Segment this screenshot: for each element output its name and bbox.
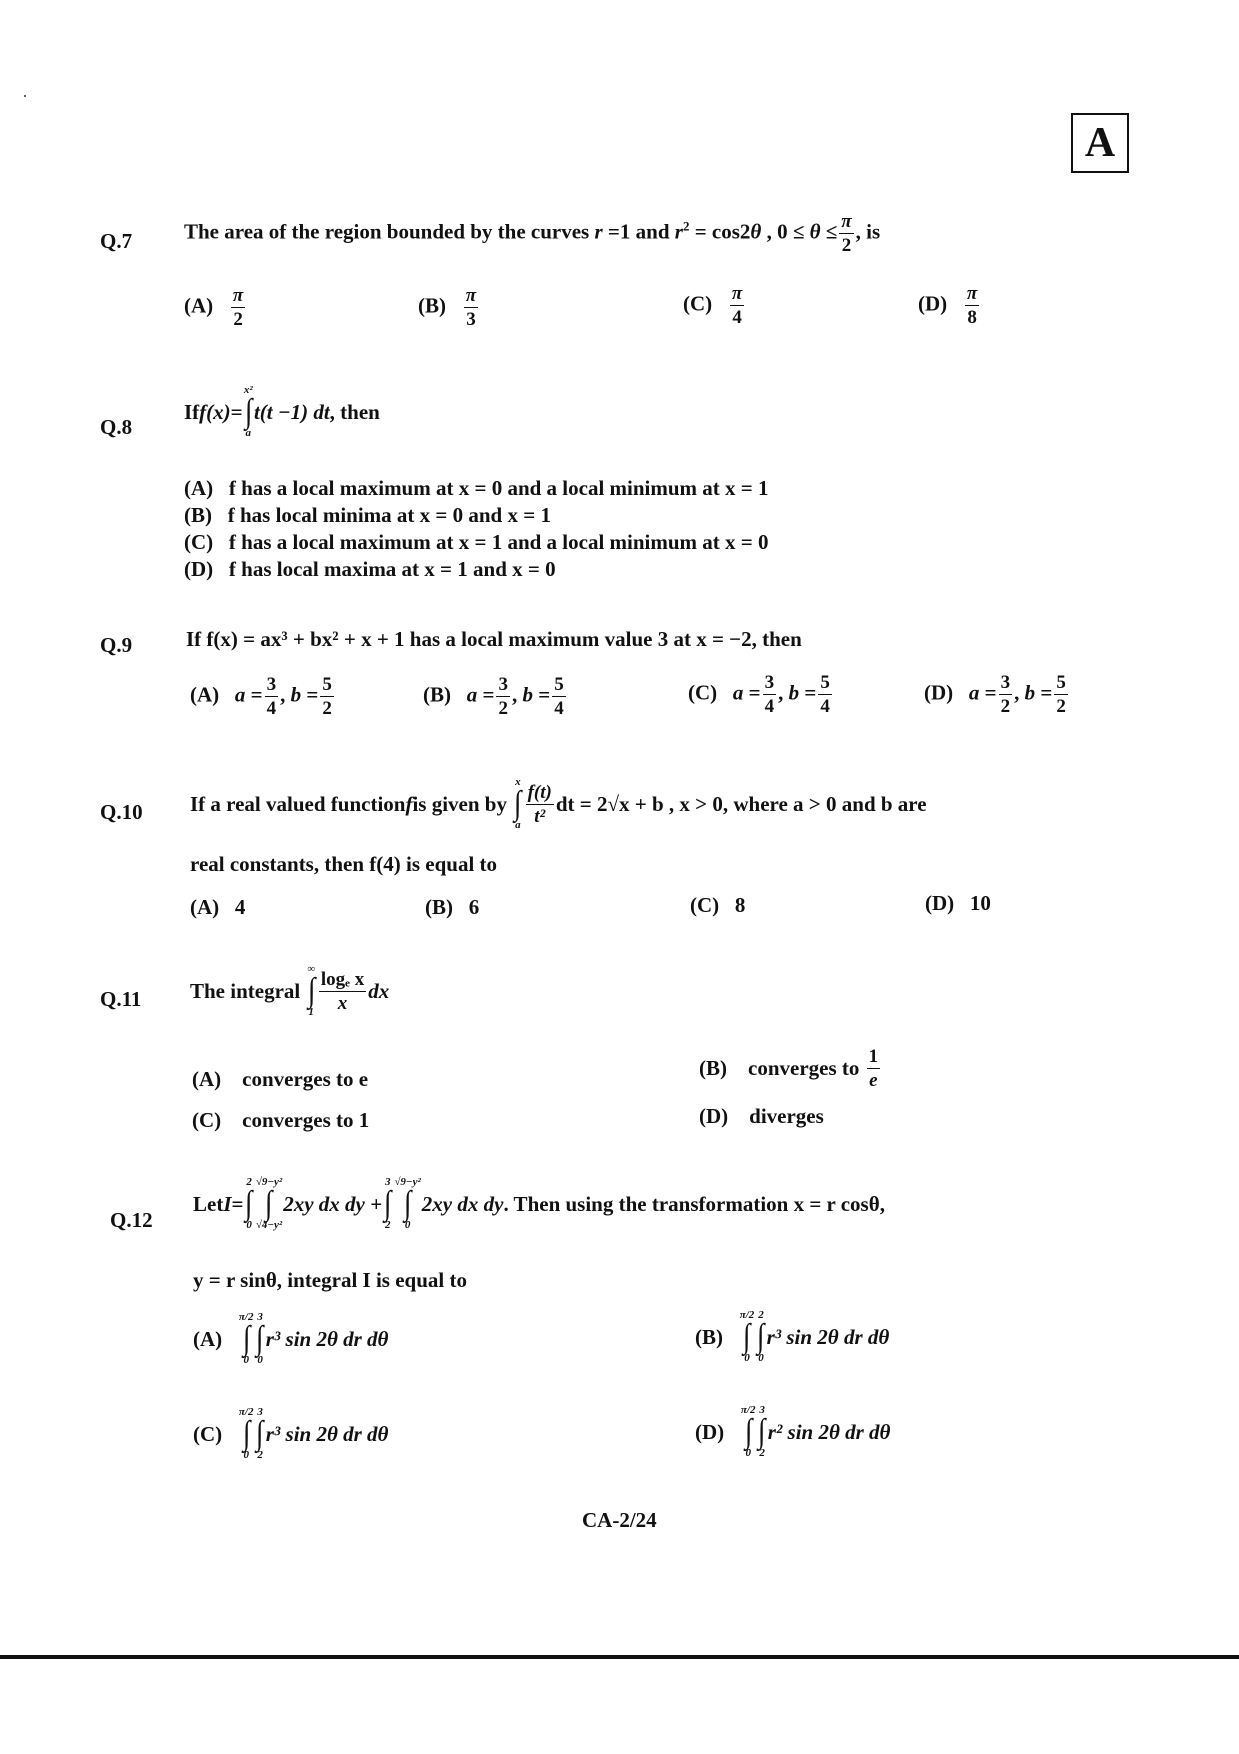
question-12-stem: Let I = 2 ∫ 0 √9−y² ∫ √4−y² 2xy dx dy + 3 ∫ 2 √9−y² ∫ 0 2xy dx dy . Then using the transformation x = r cosθ,: [193, 1176, 885, 1232]
question-9-stem: If f(x) = ax³ + bx² + x + 1 has a local maximum value 3 at x = −2, then: [186, 627, 802, 651]
q12-option-c[interactable]: (C) π/2 ∫ 0 3 ∫ 2 r³ sin 2θ dr dθ: [193, 1406, 389, 1462]
q8-option-a[interactable]: (A) f has a local maximum at x = 0 and a local minimum at x = 1: [184, 476, 769, 500]
page-footer-code: CA-2/24: [582, 1508, 657, 1532]
question-10-stem: If a real valued function f is given by x ∫ a $\frac{f(t)}{\text{t²}}$ dt = 2√x + b , x > 0, where a > 0 and b are: [190, 776, 927, 832]
q9-option-c[interactable]: (C) a = $\frac{3}{4}$ , b = $\frac{5}{4}$: [688, 672, 830, 717]
q9-option-b[interactable]: (B) a = $\frac{3}{2}$ , b = $\frac{5}{4}$: [423, 674, 564, 719]
integral-sign: x ∫ a: [514, 776, 522, 832]
question-number-10: Q.10: [100, 800, 143, 824]
q8-option-b[interactable]: (B) f has local minima at x = 0 and x = 1: [184, 503, 551, 527]
set-code: A: [1084, 120, 1116, 166]
q7-option-d[interactable]: (D) $\frac{\pi}{8}$: [918, 283, 978, 328]
q11-option-b[interactable]: (B) converges to $\frac{1}{e}$: [699, 1046, 879, 1091]
q12-option-b[interactable]: (B) π/2 ∫ 0 2 ∫ 0 r³ sin 2θ dr dθ: [695, 1309, 890, 1365]
q8-option-d[interactable]: (D) f has local maxima at x = 1 and x = 0: [184, 557, 556, 581]
q11-option-a[interactable]: (A) converges to e: [192, 1067, 369, 1091]
q7-option-c[interactable]: (C) $\frac{\pi}{4}$: [683, 283, 743, 328]
q8-option-c[interactable]: (C) f has a local maximum at x = 1 and a local minimum at x = 0: [184, 530, 769, 554]
q11-option-c[interactable]: (C) converges to 1: [192, 1108, 370, 1132]
q7-option-a[interactable]: (A) $\frac{\pi}{2}$: [184, 285, 244, 330]
q9-option-d[interactable]: (D) a = $\frac{3}{2}$ , b = $\frac{5}{2}$: [924, 672, 1066, 717]
q10-option-b[interactable]: (B) 6: [425, 895, 480, 919]
integral-sign: √9−y² ∫ √4−y²: [255, 1176, 283, 1232]
q9-option-a[interactable]: (A) a = $\frac{3}{4}$ , b = $\frac{5}{2}$: [190, 674, 332, 719]
question-number-7: Q.7: [100, 229, 133, 253]
q10-option-c[interactable]: (C) 8: [690, 893, 746, 917]
q7-option-b[interactable]: (B) $\frac{\pi}{3}$: [418, 285, 477, 330]
question-8-stem: If f(x) = x² ∫ a t(t −1) dt , then: [184, 384, 380, 440]
question-number-11: Q.11: [100, 987, 142, 1011]
question-12-stem-line2: y = r sinθ, integral I is equal to: [193, 1268, 467, 1292]
scan-speck: [24, 95, 26, 97]
q12-option-a[interactable]: (A) π/2 ∫ 0 3 ∫ 0 r³ sin 2θ dr dθ: [193, 1311, 389, 1367]
integral-sign: x² ∫ a: [243, 384, 253, 440]
question-10-stem-line2: real constants, then f(4) is equal to: [190, 852, 498, 876]
bottom-rule: [0, 1655, 1239, 1659]
integral-sign: 3 ∫ 2: [383, 1176, 392, 1232]
integral-sign: √9−y² ∫ 0: [394, 1176, 421, 1232]
question-7-stem: The area of the region bounded by the curves r =1 and $r^2 = \cos 2\theta$ , 0 ≤ θ ≤ $\frac{\pi}{2}$ , is: [184, 211, 881, 256]
q10-option-d[interactable]: (D) 10: [925, 891, 991, 915]
integral-sign: ∞ ∫ 1: [307, 963, 316, 1019]
q11-option-d[interactable]: (D) diverges: [699, 1104, 824, 1128]
question-number-8: Q.8: [100, 415, 133, 439]
set-code-box: [1071, 113, 1129, 173]
integral-sign: 2 ∫ 0: [245, 1176, 253, 1232]
question-number-9: Q.9: [100, 633, 133, 657]
question-number-12: Q.12: [110, 1208, 153, 1232]
question-11-stem: The integral ∞ ∫ 1 $\frac{\text{logₑ x}}{x}$ dx: [190, 963, 390, 1019]
q10-option-a[interactable]: (A) 4: [190, 895, 246, 919]
q12-option-d[interactable]: (D) π/2 ∫ 0 3 ∫ 2 r² sin 2θ dr dθ: [695, 1404, 891, 1460]
